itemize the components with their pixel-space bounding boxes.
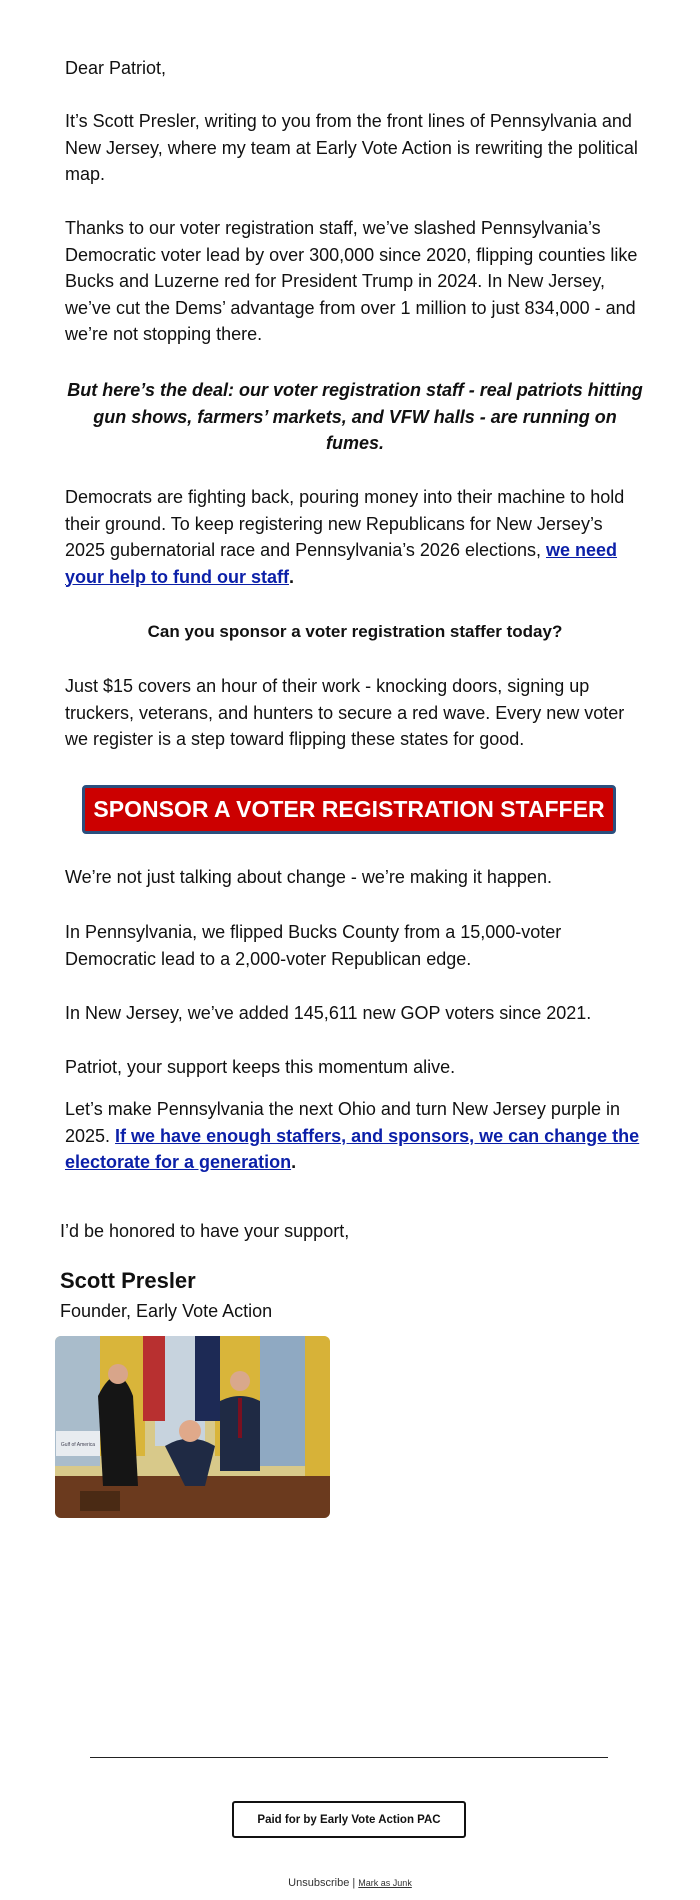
ask-heading: Can you sponsor a voter registration staffer today? (147, 622, 563, 641)
separator: | (352, 1877, 356, 1889)
electorate-link[interactable]: If we have enough staffers, and sponsors, we can change the electorate for a generation (65, 1125, 640, 1172)
paid-for-disclaimer: Paid for by Early Vote Action PAC (232, 1801, 466, 1838)
sponsor-staffer-button[interactable]: SPONSOR A VOTER REGISTRATION STAFFER (82, 785, 616, 834)
closing: I’d be honored to have your support, (60, 1221, 350, 1241)
ohio-text: Let’s make Pennsylvania the next Ohio and turn New Jersey purple in 2025. (65, 1099, 620, 1146)
photo-sign: Gulf of America (60, 1442, 96, 1448)
emphasis-paragraph: But here’s the deal: our voter registration staff - real patriots hitting gun shows, farmers’ markets, and VFW halls - are running on fumes. (67, 380, 643, 453)
oval-office-photo (55, 1336, 330, 1518)
greeting: Dear Patriot, (65, 58, 167, 78)
signature-name: Scott Presler (60, 1268, 196, 1293)
ohio-paragraph (65, 1096, 645, 1176)
fund-staff-link[interactable]: we need your help to fund our staff (65, 540, 618, 587)
signature-title: Founder, Early Vote Action (60, 1301, 273, 1321)
footer-divider (90, 1757, 608, 1758)
mark-as-junk-link[interactable]: Mark as Junk (358, 1878, 412, 1888)
unsubscribe-link[interactable]: Unsubscribe (288, 1877, 350, 1889)
appeal-paragraph (65, 484, 645, 590)
results-paragraph: Thanks to our voter registration staff, we’ve slashed Pennsylvania’s Democratic voter lead by over 300,000 since 2020, flipping counties like Bucks and Luzerne red for President Trump in 2024. In New Jersey, we’ve cut the Dems’ advantage from over 1 million to just 834,000 - and we’re not stopping there. (65, 218, 638, 344)
bucks-paragraph: In Pennsylvania, we flipped Bucks County from a 15,000-voter Democratic lead to a 2,000-voter Republican edge. (65, 922, 562, 969)
momentum-paragraph: Patriot, your support keeps this momentum alive. (65, 1057, 456, 1077)
cost-paragraph: Just $15 covers an hour of their work - knocking doors, signing up truckers, veterans, and hunters to secure a red wave. Every new voter we register is a step toward flipping these states for good. (65, 676, 625, 749)
appeal-end: . (288, 566, 294, 587)
change-paragraph: We’re not just talking about change - we’re making it happen. (65, 867, 552, 887)
footer-links (0, 1877, 700, 1889)
ohio-end: . (291, 1152, 297, 1172)
intro-paragraph: It’s Scott Presler, writing to you from the front lines of Pennsylvania and New Jersey, where my team at Early Vote Action is rewriting the political map. (65, 111, 638, 184)
nj-paragraph: In New Jersey, we’ve added 145,611 new GOP voters since 2021. (65, 1003, 592, 1023)
appeal-text: Democrats are fighting back, pouring money into their machine to hold their ground. To keep registering new Republicans for New Jersey’s 2025 gubernatorial race and Pennsylvania’s 2026 elections, (65, 487, 625, 560)
